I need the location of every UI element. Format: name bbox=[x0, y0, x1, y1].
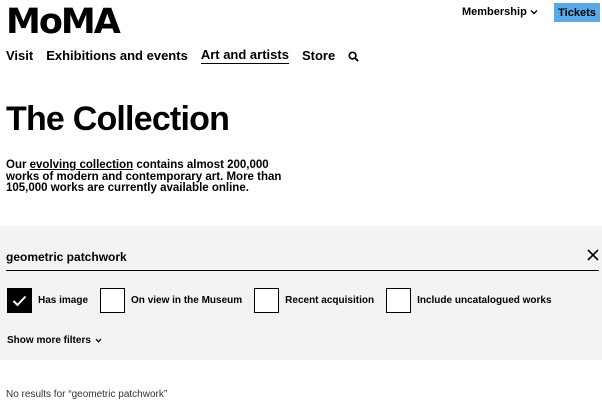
chevron-down-icon bbox=[95, 338, 102, 343]
show-more-label: Show more filters bbox=[7, 335, 91, 346]
no-results-message: No results for “geometric patchwork” bbox=[6, 389, 168, 400]
search-icon[interactable] bbox=[348, 51, 359, 62]
nav-item-store[interactable]: Store bbox=[301, 48, 336, 63]
filter-include-uncatalogued[interactable] bbox=[386, 288, 551, 313]
search-row bbox=[6, 243, 599, 271]
filter-checkboxes bbox=[7, 288, 564, 313]
collection-intro bbox=[6, 160, 296, 195]
filter-label: Include uncatalogued works bbox=[417, 295, 552, 306]
filter-has-image[interactable] bbox=[7, 288, 88, 313]
checkbox-has-image[interactable] bbox=[7, 288, 32, 313]
tickets-button[interactable]: Tickets bbox=[554, 3, 600, 22]
nav-item-art-and-artists[interactable]: Art and artists bbox=[200, 47, 289, 62]
filter-on-view[interactable] bbox=[100, 288, 242, 313]
checkbox-on-view[interactable] bbox=[100, 288, 125, 313]
membership-label: Membership bbox=[462, 6, 527, 18]
search-input[interactable] bbox=[6, 247, 566, 267]
membership-menu[interactable] bbox=[462, 6, 538, 18]
filter-panel bbox=[0, 226, 602, 360]
filter-recent-acquisition[interactable] bbox=[254, 288, 374, 313]
main-nav bbox=[6, 47, 359, 64]
checkmark-icon bbox=[12, 295, 27, 307]
intro-suffix: contains almost 200,000 works of modern and contemporary art. More than 105,000 works are currently available online. bbox=[6, 159, 282, 194]
intro-prefix: Our bbox=[6, 159, 30, 171]
checkbox-include-uncatalogued[interactable] bbox=[386, 288, 411, 313]
filter-label: On view in the Museum bbox=[131, 295, 243, 306]
evolving-collection-link[interactable]: evolving collection bbox=[29, 159, 134, 171]
filter-label: Has image bbox=[38, 295, 89, 306]
show-more-filters-button[interactable] bbox=[7, 335, 102, 346]
close-icon[interactable] bbox=[587, 249, 599, 261]
filter-label: Recent acquisition bbox=[285, 295, 375, 306]
page-title: The Collection bbox=[6, 100, 230, 138]
checkbox-recent-acquisition[interactable] bbox=[254, 288, 279, 313]
moma-logo[interactable]: MoMA bbox=[6, 2, 119, 42]
nav-item-exhibitions-and-events[interactable]: Exhibitions and events bbox=[46, 48, 188, 63]
nav-item-visit[interactable]: Visit bbox=[6, 48, 34, 63]
chevron-down-icon bbox=[530, 9, 538, 15]
